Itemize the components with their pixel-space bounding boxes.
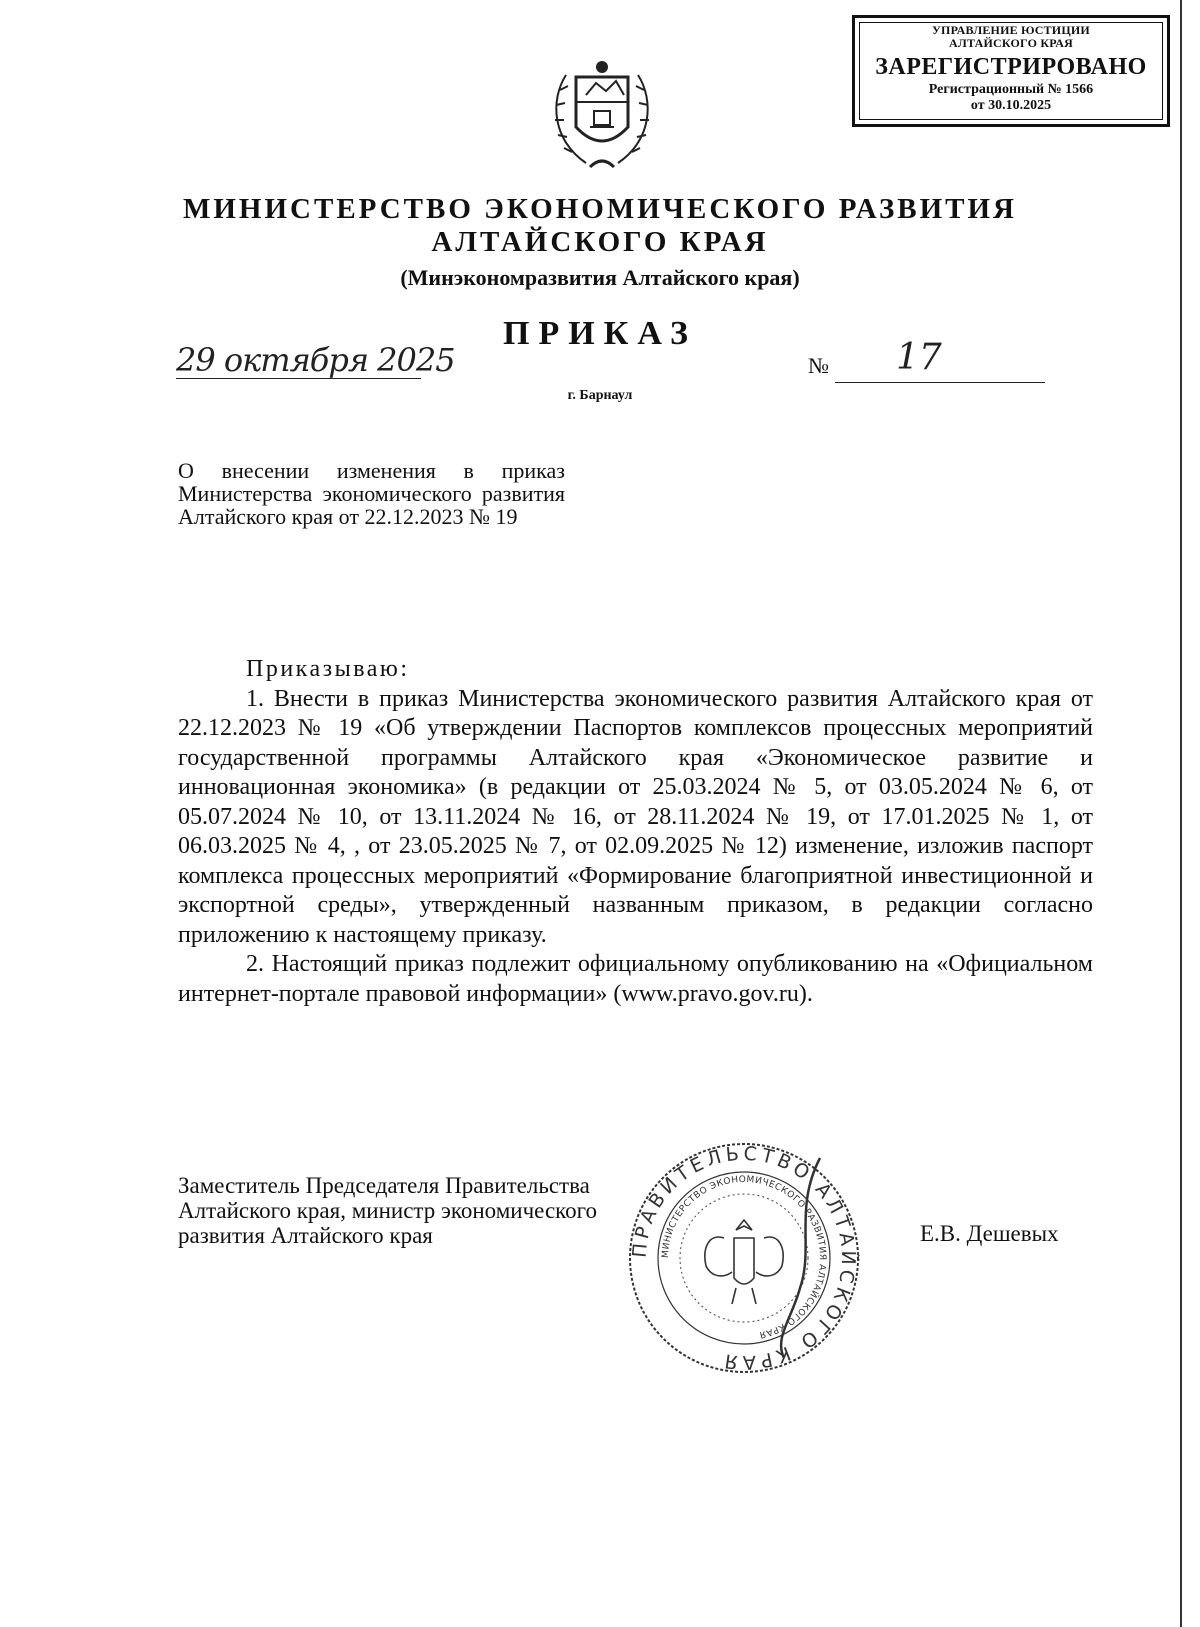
- registration-number: Регистрационный № 1566: [928, 82, 1094, 97]
- registration-stamp-inner-border: [859, 22, 1163, 120]
- registration-date: от 30.10.2025: [970, 98, 1052, 113]
- coat-of-arms-icon: [546, 55, 658, 173]
- document-type-title: ПРИКАЗ: [503, 315, 697, 352]
- handwritten-number: 17: [896, 337, 942, 378]
- number-label: №: [808, 353, 829, 378]
- order-body: [178, 655, 1093, 1009]
- order-item-1: 1. Внести в приказ Министерства экономического развития Алтайского края от 22.12.2023 № 19 «Об утверждении Паспортов комплексов процессных мероприятий государственной программы Алтайского края «Экономическое развитие и инновационная экономика» (в редакции от 25.03.2024 № 5, от 03.05.2024 № 6, от 05.07.2024 № 10, от 13.11.2024 № 16, от 28.11.2024 № 19, от 17.01.2025 № 1, от 06.03.2025 № 4, , от 23.05.2025 № 7, от 02.09.2025 № 12) изменение, изложив паспорт комплекса процессных мероприятий «Формирование благоприятной инвестиционной и экспортной среды», утвержденный названным приказом, в редакции согласно приложению к настоящему приказу.: [178, 685, 1093, 948]
- ministry-name-line1: МИНИСТЕРСТВО ЭКОНОМИЧЕСКОГО РАЗВИТИЯ: [183, 193, 1017, 225]
- ministry-short-name: (Минэкономразвития Алтайского края): [400, 265, 800, 290]
- registration-org-line2: АЛТАЙСКОГО КРАЯ: [949, 36, 1073, 50]
- registration-stamp: [852, 15, 1170, 127]
- seal-outer-text: ПРАВИТЕЛЬСТВО АЛТАЙСКОГО КРАЯ: [628, 1142, 860, 1374]
- number-underline: [835, 382, 1045, 383]
- registration-org-line1: УПРАВЛЕНИЕ ЮСТИЦИИ: [932, 23, 1090, 37]
- signer-position-line1: Заместитель Председателя Правительства: [178, 1173, 590, 1198]
- official-seal-icon: [624, 1138, 864, 1378]
- handwritten-date: 29 октября 2025: [176, 341, 455, 379]
- signer-position-line2: Алтайского края, министр экономического: [178, 1198, 598, 1223]
- city-label: г. Барнаул: [567, 388, 633, 403]
- registration-title: ЗАРЕГИСТРИРОВАНО: [875, 54, 1147, 80]
- signer-position-line3: развития Алтайского края: [178, 1223, 433, 1248]
- ministry-name-line2: АЛТАЙСКОГО КРАЯ: [431, 226, 769, 258]
- signer-position: [178, 1173, 698, 1248]
- seal-inner-text: МИНИСТЕРСТВО ЭКОНОМИЧЕСКОГО РАЗВИТИЯ АЛТАЙСКОГО КРАЯ: [660, 1174, 828, 1340]
- order-subject: О внесении изменения в приказ Министерства экономического развития Алтайского края от 22.12.2023 № 19: [178, 458, 565, 529]
- signer-name: Е.В. Дешевых: [920, 1221, 1059, 1246]
- order-item-2: 2. Настоящий приказ подлежит официальному опубликованию на «Официальном интернет-портале правовой информации» (www.pravo.gov.ru).: [178, 951, 1093, 1007]
- svg-text:МИНИСТЕРСТВО ЭКОНОМИЧЕСКОГО РА: [661, 1175, 827, 1339]
- order-word: Приказываю:: [246, 656, 410, 682]
